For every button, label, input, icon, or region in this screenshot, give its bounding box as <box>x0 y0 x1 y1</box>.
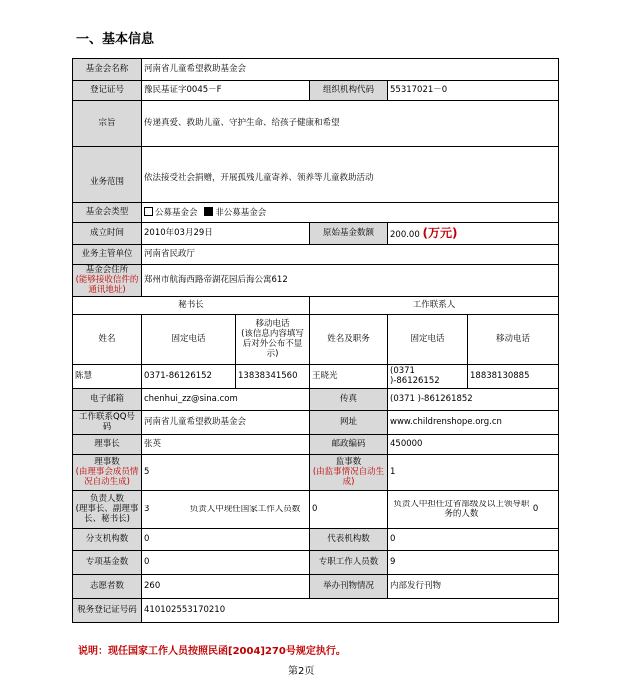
col-name: 姓名 <box>73 315 142 365</box>
lead-value: 3 <box>144 504 150 514</box>
lead-inner <box>144 505 307 515</box>
sup-note: (由监事情况自动生成) <box>312 466 385 487</box>
address-label: 基金会住所 <box>85 265 129 275</box>
lead-cell <box>142 491 310 529</box>
worker-name: 王晓光 <box>310 365 388 389</box>
qq-value: 河南省儿童希望救助基金会 <box>142 411 310 435</box>
web-value: www.childrenshope.org.cn <box>388 411 559 435</box>
rep-value: 0 <box>388 529 559 551</box>
row-reg <box>73 81 559 101</box>
email-value: chenhui_zz@sina.com <box>142 389 310 411</box>
purpose-value: 传递真爱、救助儿童、守护生命、给孩子健康和希望 <box>142 101 559 147</box>
row-leaders <box>73 491 559 529</box>
chair-value: 张英 <box>142 435 310 455</box>
fund-amount: 200.00 <box>390 229 420 240</box>
fax-label: 传真 <box>310 389 388 411</box>
staff-label: 专职工作人员数 <box>310 551 388 575</box>
sup-label-cell <box>310 455 388 491</box>
secretary-mobile: 13838341560 <box>236 365 310 389</box>
board-label: 理事数 <box>94 457 120 468</box>
pub-label: 举办刊物情况 <box>310 575 388 599</box>
worker-phone: (0371 )-86126152 <box>388 365 468 389</box>
name-label: 基金会名称 <box>73 59 142 81</box>
pub-value: 内部发行刊物 <box>388 575 559 599</box>
row-tax <box>73 599 559 623</box>
private-fund-checkbox[interactable] <box>204 207 213 216</box>
row-purpose <box>73 101 559 147</box>
worker-mobile: 18838130885 <box>468 365 559 389</box>
org-code-value: 55317021－0 <box>388 81 559 101</box>
fund-label: 原始基金数额 <box>310 223 388 245</box>
secretary-name: 陈慧 <box>73 365 142 389</box>
board-note: (由理事会成员情况自动生成) <box>75 466 139 487</box>
fax-value: (0371 )-861261852 <box>388 389 559 411</box>
row-email <box>73 389 559 411</box>
secretary-phone: 0371-86126152 <box>142 365 236 389</box>
footer-note: 说明：现任国家工作人员按照民函[2004]270号规定执行。 <box>78 646 346 657</box>
row-founded <box>73 223 559 245</box>
org-code-label: 组织机构代码 <box>310 81 388 101</box>
col-phone2: 固定电话 <box>388 315 468 365</box>
lead-former-inner <box>390 500 556 520</box>
authority-label: 业务主管单位 <box>73 245 142 265</box>
lead-gov-label: 负责人中现任国家工作人员数 <box>189 504 301 514</box>
address-value: 郑州市航海西路帝湖花园后海公寓612 <box>142 265 559 297</box>
board-value: 5 <box>142 455 310 491</box>
row-scope <box>73 147 559 203</box>
row-special <box>73 551 559 575</box>
branch-value: 0 <box>142 529 310 551</box>
founded-value: 2010年03月29日 <box>142 223 310 245</box>
row-qq <box>73 411 559 435</box>
special-value: 0 <box>142 551 310 575</box>
reg-no-value: 豫民基证字0045－F <box>142 81 310 101</box>
scope-label: 业务范围 <box>73 147 142 203</box>
worker-group-header: 工作联系人 <box>310 297 559 315</box>
sup-value: 1 <box>388 455 559 491</box>
basic-info-table <box>72 58 559 623</box>
row-chair <box>73 435 559 455</box>
address-note: (能够接收信件的通讯地址) <box>75 274 139 295</box>
row-volunteers <box>73 575 559 599</box>
address-label-cell <box>73 265 142 297</box>
special-label: 专项基金数 <box>73 551 142 575</box>
board-label-cell <box>73 455 142 491</box>
tax-label: 税务登记证号码 <box>73 599 142 623</box>
lead-former-cell <box>388 491 559 529</box>
row-contact-values <box>73 365 559 389</box>
col-mobile2: 移动电话 <box>468 315 559 365</box>
public-fund-label: 公募基金会 <box>155 207 198 218</box>
authority-value: 河南省民政厅 <box>142 245 559 265</box>
vol-label: 志愿者数 <box>73 575 142 599</box>
zip-value: 450000 <box>388 435 559 455</box>
name-value: 河南省儿童希望救助基金会 <box>142 59 559 81</box>
row-board <box>73 455 559 491</box>
chair-label: 理事长 <box>73 435 142 455</box>
page-number: 第2页 <box>288 666 315 677</box>
row-address <box>73 265 559 297</box>
row-type <box>73 203 559 223</box>
email-label: 电子邮箱 <box>73 389 142 411</box>
row-authority <box>73 245 559 265</box>
branch-label: 分支机构数 <box>73 529 142 551</box>
founded-label: 成立时间 <box>73 223 142 245</box>
sup-label: 监事数 <box>335 457 362 468</box>
lead-label: 负责人数 (理事长、副理事长、秘书长) <box>73 491 142 529</box>
row-contact-groups <box>73 297 559 315</box>
lead-former-label: 负责人中担任过省部级及以上领导职务的人数 <box>393 500 530 519</box>
row-branch <box>73 529 559 551</box>
tax-value: 410102553170210 <box>142 599 559 623</box>
row-name <box>73 59 559 81</box>
lead-gov-value: 0 <box>310 491 388 529</box>
fund-value <box>388 223 559 245</box>
staff-value: 9 <box>388 551 559 575</box>
fund-unit: (万元) <box>422 225 458 240</box>
section-title: 一、基本信息 <box>76 32 155 47</box>
col-name-title: 姓名及职务 <box>310 315 388 365</box>
scope-value: 依法接受社会捐赠，开展孤残儿童寄养、领养等儿童救助活动 <box>142 147 559 203</box>
purpose-label: 宗旨 <box>73 101 142 147</box>
col-phone: 固定电话 <box>142 315 236 365</box>
row-contact-cols <box>73 315 559 365</box>
qq-label: 工作联系QQ号码 <box>73 411 142 435</box>
rep-label: 代表机构数 <box>310 529 388 551</box>
private-fund-label: 非公募基金会 <box>215 207 267 218</box>
secretary-group-header: 秘书长 <box>73 297 310 315</box>
reg-no-label: 登记证号 <box>73 81 142 101</box>
web-label: 网址 <box>310 411 388 435</box>
type-options <box>142 203 559 223</box>
col-mobile: 移动电话 (该信息内容填写后对外公布不显示) <box>236 315 310 365</box>
public-fund-checkbox[interactable] <box>144 207 153 216</box>
type-label: 基金会类型 <box>73 203 142 223</box>
lead-former-value: 0 <box>532 503 539 514</box>
vol-value: 260 <box>142 575 310 599</box>
zip-label: 邮政编码 <box>310 435 388 455</box>
